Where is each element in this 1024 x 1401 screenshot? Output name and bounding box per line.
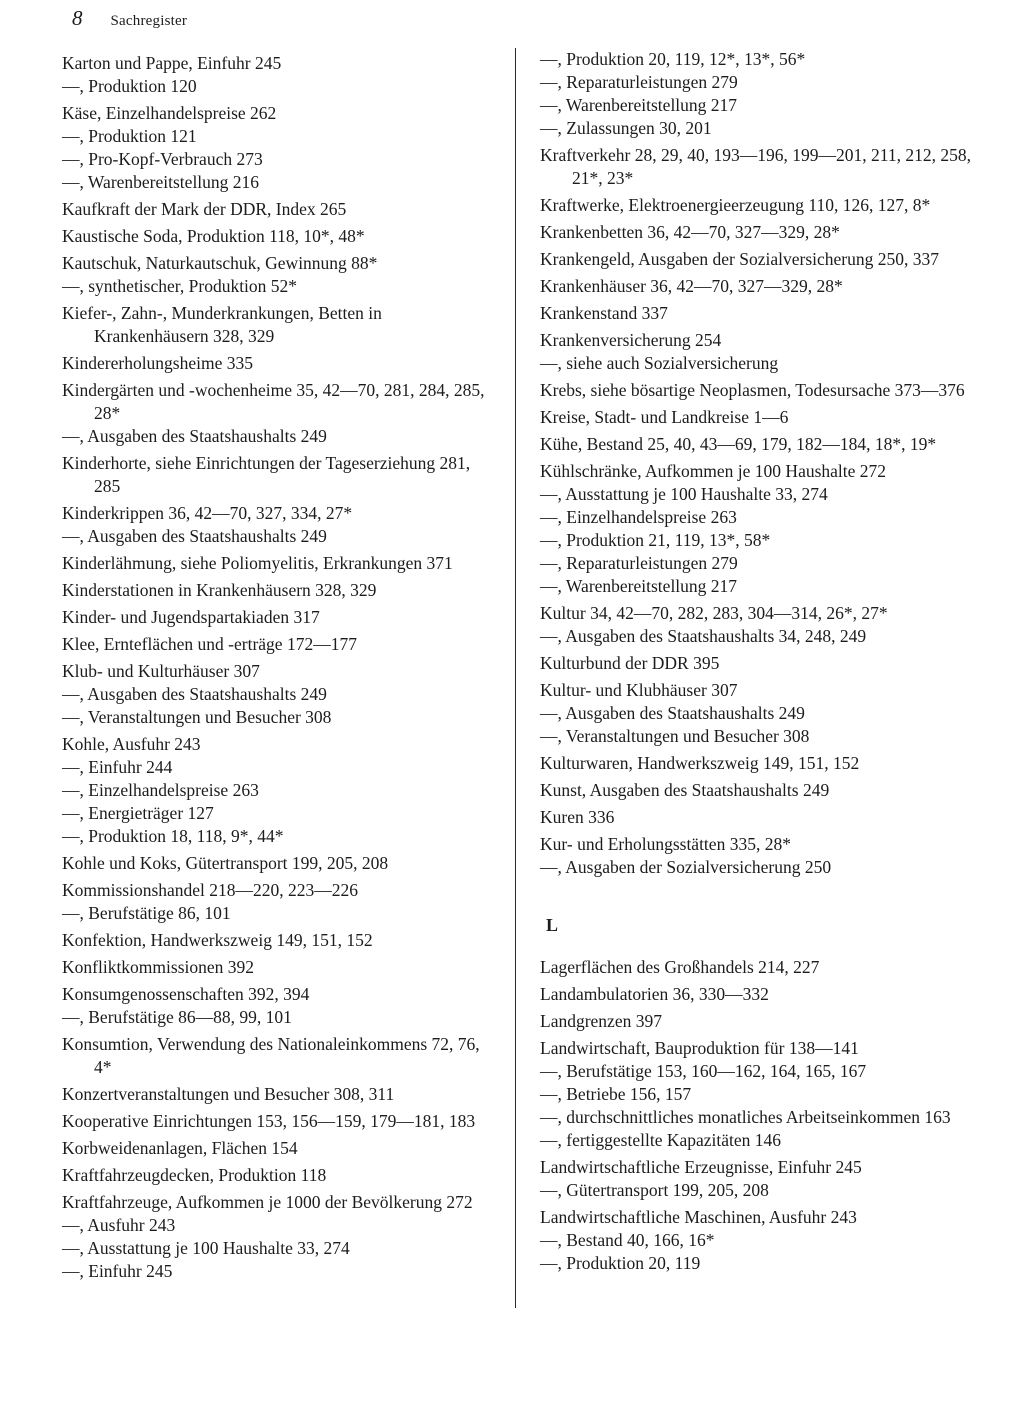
index-entry: —, Veranstaltungen und Besucher 308 bbox=[540, 726, 810, 746]
index-entry: Kühe, Bestand 25, 40, 43—69, 179, 182—184, 18*, 19* bbox=[540, 434, 937, 454]
index-entry: Karton und Pappe, Einfuhr 245 bbox=[62, 53, 282, 73]
index-entry: —, Energieträger 127 bbox=[62, 803, 214, 823]
index-entry: Kunst, Ausgaben des Staatshaushalts 249 bbox=[540, 780, 830, 800]
index-entry: Landwirtschaftliche Maschinen, Ausfuhr 243 bbox=[540, 1207, 857, 1227]
index-entry: Kühlschränke, Aufkommen je 100 Haushalte 272 bbox=[540, 461, 887, 481]
index-entry: Landambulatorien 36, 330—332 bbox=[540, 984, 769, 1004]
index-entry: Kindererholungsheime 335 bbox=[62, 353, 253, 373]
index-entry: Kinderhorte, siehe Einrichtungen der Tageserziehung 281, 285 bbox=[62, 453, 471, 496]
index-entry: —, Bestand 40, 166, 16* bbox=[540, 1230, 715, 1250]
right-index-entries-l bbox=[540, 956, 980, 1275]
index-entry: —, Gütertransport 199, 205, 208 bbox=[540, 1180, 769, 1200]
index-entry: Kaustische Soda, Produktion 118, 10*, 48* bbox=[62, 226, 365, 246]
index-entry: —, Einfuhr 244 bbox=[62, 757, 173, 777]
index-entry: —, Ausgaben des Staatshaushalts 249 bbox=[62, 526, 327, 546]
index-entry: Konsumgenossenschaften 392, 394 bbox=[62, 984, 310, 1004]
index-entry: —, Einzelhandelspreise 263 bbox=[62, 780, 259, 800]
left-index-column bbox=[62, 48, 492, 1283]
index-entry: —, Einfuhr 245 bbox=[62, 1261, 173, 1281]
running-head: Sachregister bbox=[110, 13, 188, 29]
index-entry: Krankenstand 337 bbox=[540, 303, 668, 323]
index-entry: Kindergärten und -wochenheime 35, 42—70, 281, 284, 285, 28* bbox=[62, 380, 485, 423]
index-entry: Kraftfahrzeugdecken, Produktion 118 bbox=[62, 1165, 327, 1185]
index-entry: Kulturbund der DDR 395 bbox=[540, 653, 720, 673]
index-entry: —, Produktion 21, 119, 13*, 58* bbox=[540, 530, 771, 550]
index-entry: —, Berufstätige 86, 101 bbox=[62, 903, 231, 923]
index-entry: Kommissionshandel 218—220, 223—226 bbox=[62, 880, 359, 900]
index-entry: Landgrenzen 397 bbox=[540, 1011, 662, 1031]
index-entry: —, Berufstätige 153, 160—162, 164, 165, 167 bbox=[540, 1061, 867, 1081]
index-entry: —, Ausfuhr 243 bbox=[62, 1215, 176, 1235]
index-entry: Kinderkrippen 36, 42—70, 327, 334, 27* bbox=[62, 503, 353, 523]
index-entry: Lagerflächen des Großhandels 214, 227 bbox=[540, 957, 820, 977]
right-index-entries-k bbox=[540, 48, 980, 879]
index-entry: —, Ausstattung je 100 Haushalte 33, 274 bbox=[62, 1238, 350, 1258]
index-entry: —, Ausstattung je 100 Haushalte 33, 274 bbox=[540, 484, 828, 504]
index-entry: Landwirtschaftliche Erzeugnisse, Einfuhr 245 bbox=[540, 1157, 862, 1177]
index-entry: Krankengeld, Ausgaben der Sozialversicherung 250, 337 bbox=[540, 249, 939, 269]
index-entry: Landwirtschaft, Bauproduktion für 138—141 bbox=[540, 1038, 859, 1058]
index-entry: —, Ausgaben des Staatshaushalts 249 bbox=[62, 426, 327, 446]
index-entry: Kraftwerke, Elektroenergieerzeugung 110, 126, 127, 8* bbox=[540, 195, 931, 215]
index-entry: Kultur 34, 42—70, 282, 283, 304—314, 26*, 27* bbox=[540, 603, 888, 623]
index-entry: Kohle und Koks, Gütertransport 199, 205, 208 bbox=[62, 853, 389, 873]
index-entry: —, Produktion 18, 118, 9*, 44* bbox=[62, 826, 284, 846]
index-entry: Käse, Einzelhandelspreise 262 bbox=[62, 103, 277, 123]
index-entry: Krankenversicherung 254 bbox=[540, 330, 722, 350]
index-entry: —, Ausgaben der Sozialversicherung 250 bbox=[540, 857, 832, 877]
index-entry: —, Ausgaben des Staatshaushalts 34, 248, 249 bbox=[540, 626, 867, 646]
index-entry: Kreise, Stadt- und Landkreise 1—6 bbox=[540, 407, 789, 427]
column-divider bbox=[515, 48, 516, 1308]
index-entry: Kaufkraft der Mark der DDR, Index 265 bbox=[62, 199, 347, 219]
index-entry: —, Zulassungen 30, 201 bbox=[540, 118, 712, 138]
index-entry: —, Warenbereitstellung 217 bbox=[540, 576, 738, 596]
index-entry: Kinderlähmung, siehe Poliomyelitis, Erkrankungen 371 bbox=[62, 553, 453, 573]
right-index-column bbox=[540, 48, 980, 1275]
index-entry: —, Produktion 20, 119, 12*, 13*, 56* bbox=[540, 49, 806, 69]
index-entry: Kur- und Erholungsstätten 335, 28* bbox=[540, 834, 791, 854]
index-entry: Kultur- und Klubhäuser 307 bbox=[540, 680, 738, 700]
index-entry: Kinder- und Jugendspartakiaden 317 bbox=[62, 607, 320, 627]
index-entry: —, Ausgaben des Staatshaushalts 249 bbox=[540, 703, 805, 723]
index-entry: Konzertveranstaltungen und Besucher 308, 311 bbox=[62, 1084, 395, 1104]
index-entry: —, Produktion 20, 119 bbox=[540, 1253, 701, 1273]
index-entry: —, Einzelhandelspreise 263 bbox=[540, 507, 737, 527]
index-entry: Kinderstationen in Krankenhäusern 328, 329 bbox=[62, 580, 377, 600]
index-entry: Kulturwaren, Handwerkszweig 149, 151, 152 bbox=[540, 753, 860, 773]
index-entry: —, Reparaturleistungen 279 bbox=[540, 72, 738, 92]
index-entry: —, Warenbereitstellung 217 bbox=[540, 95, 738, 115]
index-entry: Krebs, siehe bösartige Neoplasmen, Todesursache 373—376 bbox=[540, 380, 965, 400]
index-entry: Kooperative Einrichtungen 153, 156—159, 179—181, 183 bbox=[62, 1111, 476, 1131]
index-entry: —, Reparaturleistungen 279 bbox=[540, 553, 738, 573]
index-entry: Kraftverkehr 28, 29, 40, 193—196, 199—201, 211, 212, 258, 21*, 23* bbox=[540, 145, 971, 188]
index-entry: —, synthetischer, Produktion 52* bbox=[62, 276, 298, 296]
index-entry: —, Produktion 120 bbox=[62, 76, 197, 96]
index-entry: Konfliktkommissionen 392 bbox=[62, 957, 255, 977]
index-entry: —, Produktion 121 bbox=[62, 126, 197, 146]
index-entry: Konfektion, Handwerkszweig 149, 151, 152 bbox=[62, 930, 373, 950]
index-entry: Korbweidenanlagen, Flächen 154 bbox=[62, 1138, 298, 1158]
index-entry: —, fertiggestellte Kapazitäten 146 bbox=[540, 1130, 782, 1150]
index-entry: Krankenhäuser 36, 42—70, 327—329, 28* bbox=[540, 276, 843, 296]
index-entry: Kraftfahrzeuge, Aufkommen je 1000 der Bevölkerung 272 bbox=[62, 1192, 473, 1212]
index-entry: —, Betriebe 156, 157 bbox=[540, 1084, 692, 1104]
index-entry: Kuren 336 bbox=[540, 807, 615, 827]
index-entry: —, Ausgaben des Staatshaushalts 249 bbox=[62, 684, 327, 704]
index-entry: Kohle, Ausfuhr 243 bbox=[62, 734, 201, 754]
index-entry: —, durchschnittliches monatliches Arbeitseinkommen 163 bbox=[540, 1107, 951, 1127]
index-entry: Krankenbetten 36, 42—70, 327—329, 28* bbox=[540, 222, 840, 242]
page-number: 8 bbox=[72, 6, 83, 30]
index-entry: Kautschuk, Naturkautschuk, Gewinnung 88* bbox=[62, 253, 378, 273]
page-header bbox=[72, 6, 187, 32]
index-entry: Klub- und Kulturhäuser 307 bbox=[62, 661, 260, 681]
index-entry: Konsumtion, Verwendung des Nationaleinkommens 72, 76, 4* bbox=[62, 1034, 480, 1077]
index-entry: Kiefer-, Zahn-, Munderkrankungen, Betten in Krankenhäusern 328, 329 bbox=[62, 303, 382, 346]
index-entry: —, siehe auch Sozialversicherung bbox=[540, 353, 779, 373]
index-entry: Klee, Ernteflächen und -erträge 172—177 bbox=[62, 634, 357, 654]
index-entry: —, Pro-Kopf-Verbrauch 273 bbox=[62, 149, 263, 169]
index-entry: —, Veranstaltungen und Besucher 308 bbox=[62, 707, 332, 727]
index-entry: —, Berufstätige 86—88, 99, 101 bbox=[62, 1007, 292, 1027]
index-entry: —, Warenbereitstellung 216 bbox=[62, 172, 260, 192]
section-letter: L bbox=[546, 915, 559, 935]
